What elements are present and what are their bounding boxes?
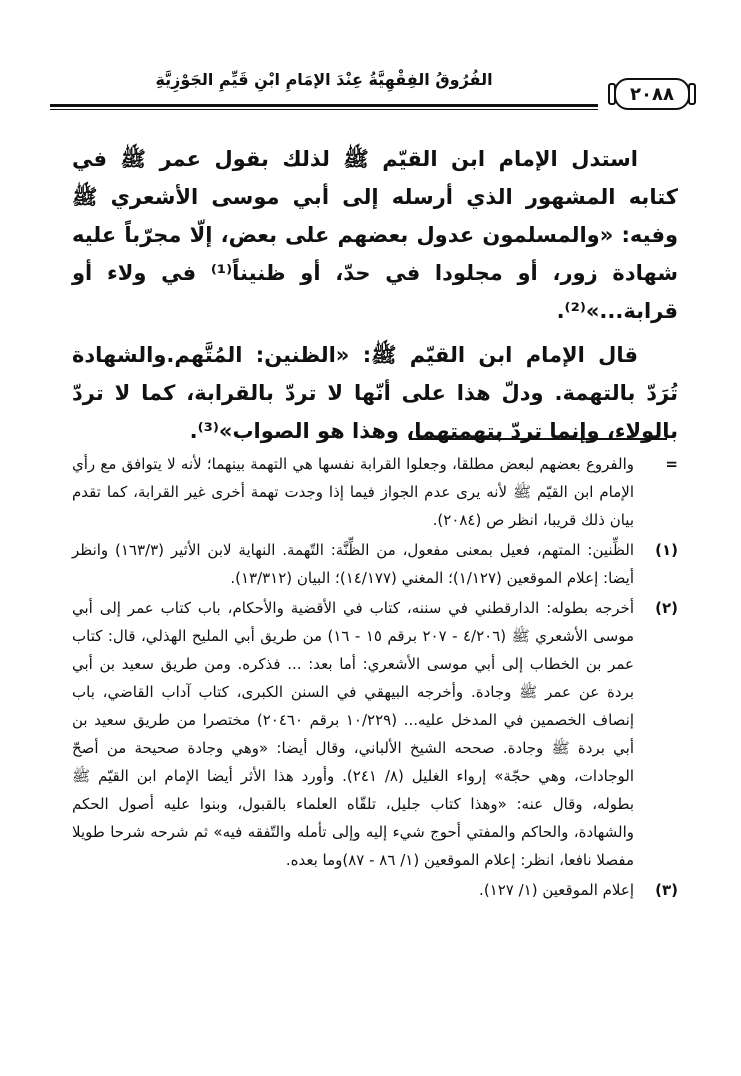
main-text [72,140,678,456]
footnote-continued [72,450,678,534]
footnote-mark: (٣) [655,881,678,899]
footnote-2 [72,594,678,874]
header-rule [50,104,598,107]
running-title: الفُرُوقُ الفِقْهِيَّةُ عِنْدَ الإمَامِ ابْنِ قَيِّمِ الجَوْزِيَّةِ [155,70,493,89]
footnotes [72,450,678,906]
footnote-mark: = [665,455,678,473]
footnote-text: إعلام الموقعين (١/ ١٢٧). [479,881,634,899]
footnote-mark: (٢) [655,599,678,617]
main-paragraph: قال الإمام ابن القيّم ﷺ: «الظنين: المُتَّهم.والشهادة تُرَدّ بالتهمة. ودلّ هذا على أنّها لا تردّ بالقرابة، كما لا تردّ بالولاء، وإنما تردّ بتهمتهما، وهذا هو الصواب»⁽³⁾. [72,343,678,443]
page-header [50,60,690,110]
footnote-1 [72,536,678,592]
header-rule-thin [50,109,598,110]
page-number: ٢٠٨٨ [630,83,674,105]
footnote-text: والفروع بعضهم لبعض مطلقا، وجعلوا القرابة نفسها هي التهمة بينهما؛ لأنه لا يتوافق مع رأي الإمام ابن القيّم ﷺ لأنه يرى عدم الجواز فيما إذا وجدت تهمة أخرى غير القرابة، كما تقدم بيان ذلك قريبا، انظر ص (٢٠٨٤). [72,455,634,529]
footnote-text: أخرجه بطوله: الدارقطني في سننه، كتاب في الأقضية والأحكام، باب كتاب عمر إلى أبي موسى الأشعري ﷺ (٤/٢٠٦ - ٢٠٧ برقم ١٥ - ١٦) من طريق أبي المليح الهذلي، قال: كتاب عمر بن الخطاب إلى أبي موسى الأشعري: أما بعد: ... فذكره. ومن طريق سعيد بن أبي بردة عن عمر ﷺ وجادة. وأخرجه البيهقي في السنن الكبرى، كتاب آداب القاضي، باب إنصاف الخصمين في المدخل عليه... (١٠/٢٢٩ برقم ٢٠٤٦٠) مختصرا من طريق سعيد بن أبي بردة ﷺ وجادة. صححه الشيخ الألباني، وقال أيضا: «وهي وجادة صحيحة من أصحّ الوجادات، وهي حجّة» إرواء الغليل (٨/ ٢٤١). وأورد هذا الأثر أيضا الإمام ابن القيّم ﷺ بطوله، وقال عنه: «وهذا كتاب جليل، تلقّاه العلماء بالقبول، وبنوا عليه أصول الحكم والشهادة، والحاكم والمفتي أحوج شيء إليه وإلى تأمله والتّفقه فيه» ثم شرحه شرحا طويلا مفصلا نافعا، انظر: إعلام الموقعين (١/ ٨٦ - ٨٧)وما بعده. [72,599,635,869]
footnote-3 [72,876,678,904]
footnote-text: الظِّنين: المتهم، فعيل بمعنى مفعول، من الظِّنَّة: التّهمة. النهاية لابن الأثير (١٦٣/٣) وانظر أيضا: إعلام الموقعين (١/١٢٧)؛ المغني (١٤/١٧٧)؛ البيان (١٣/٣١٢). [72,541,634,587]
main-paragraph: استدل الإمام ابن القيّم ﷺ لذلك بقول عمر ﷺ في كتابه المشهور الذي أرسله إلى أبي موسى الأشعري ﷺ وفيه: «والمسلمون عدول بعضهم على بعض، إلّا مجرّباً عليه شهادة زور، أو مجلودا في حدّ، أو ظنيناً⁽¹⁾ في ولاء أو قرابة...»⁽²⁾. [72,147,678,323]
page-number-frame [614,78,690,110]
footnote-mark: (١) [655,541,678,559]
footnote-separator [409,438,667,440]
